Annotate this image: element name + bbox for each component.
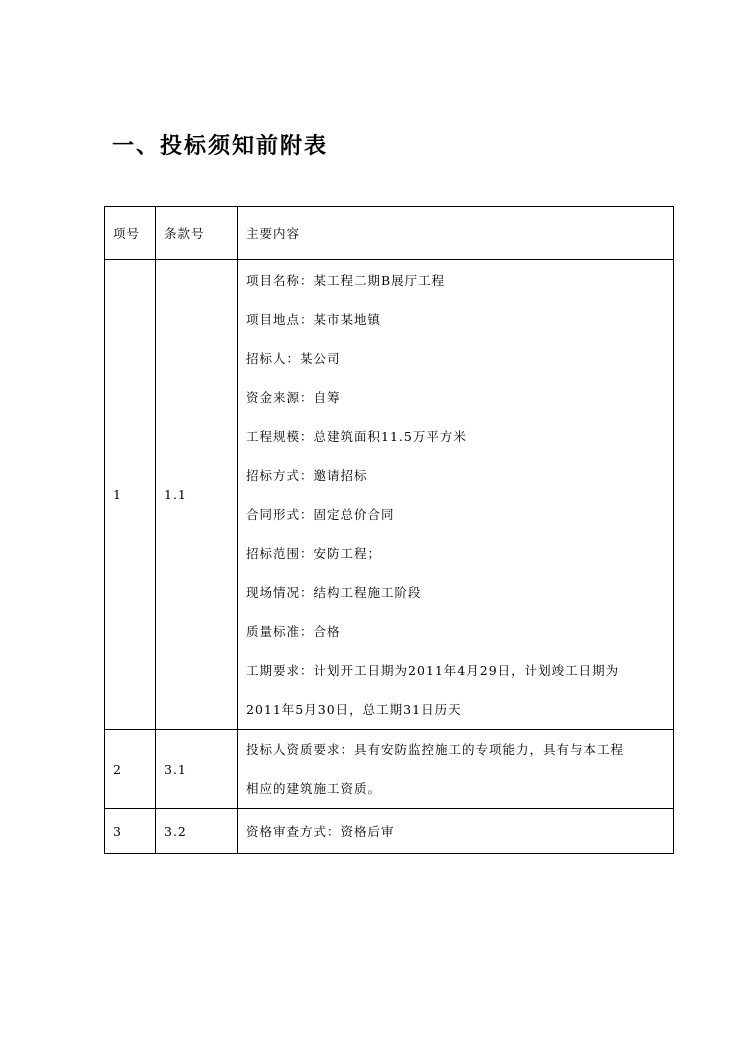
cell-clause-no: 3.2 — [156, 809, 238, 854]
header-item-no: 项号 — [105, 207, 156, 260]
content-line: 工程规模：总建筑面积11.5万平方米 — [246, 428, 467, 444]
cell-item-no: 2 — [105, 730, 156, 809]
content-line: 工期要求：计划开工日期为2011年4月29日，计划竣工日期为 — [246, 662, 620, 678]
header-clause-no: 条款号 — [156, 207, 238, 260]
cell-main-content — [238, 730, 674, 809]
cell-main-content: 资格审查方式：资格后审 — [238, 809, 674, 854]
content-line: 相应的建筑施工资质。 — [246, 781, 382, 796]
table-row — [105, 809, 674, 854]
content-line: 合同形式：固定总价合同 — [246, 506, 395, 522]
content-line: 现场情况：结构工程施工阶段 — [246, 584, 422, 600]
cell-main-content — [238, 260, 674, 730]
cell-clause-no: 1.1 — [156, 260, 238, 730]
content-line: 招标范围：安防工程； — [246, 545, 382, 561]
content-line: 2011年5月30日，总工期31日历天 — [246, 701, 462, 717]
table-header-row — [105, 207, 674, 260]
cell-item-no: 1 — [105, 260, 156, 730]
content-line: 招标方式：邀请招标 — [246, 467, 368, 483]
bid-appendix-table — [104, 206, 674, 854]
content-line: 资金来源：自筹 — [246, 389, 341, 405]
content-line: 项目名称：某工程二期B展厅工程 — [246, 272, 446, 288]
content-line: 投标人资质要求：具有安防监控施工的专项能力，具有与本工程 — [246, 742, 625, 757]
table-row — [105, 260, 674, 730]
cell-clause-no: 3.1 — [156, 730, 238, 809]
page-title: 一、投标须知前附表 — [112, 134, 329, 159]
content-line: 项目地点：某市某地镇 — [246, 311, 382, 327]
header-main-content: 主要内容 — [238, 207, 674, 260]
table-row — [105, 730, 674, 809]
cell-item-no: 3 — [105, 809, 156, 854]
content-line: 招标人：某公司 — [246, 350, 341, 366]
content-line: 质量标准：合格 — [246, 623, 341, 639]
